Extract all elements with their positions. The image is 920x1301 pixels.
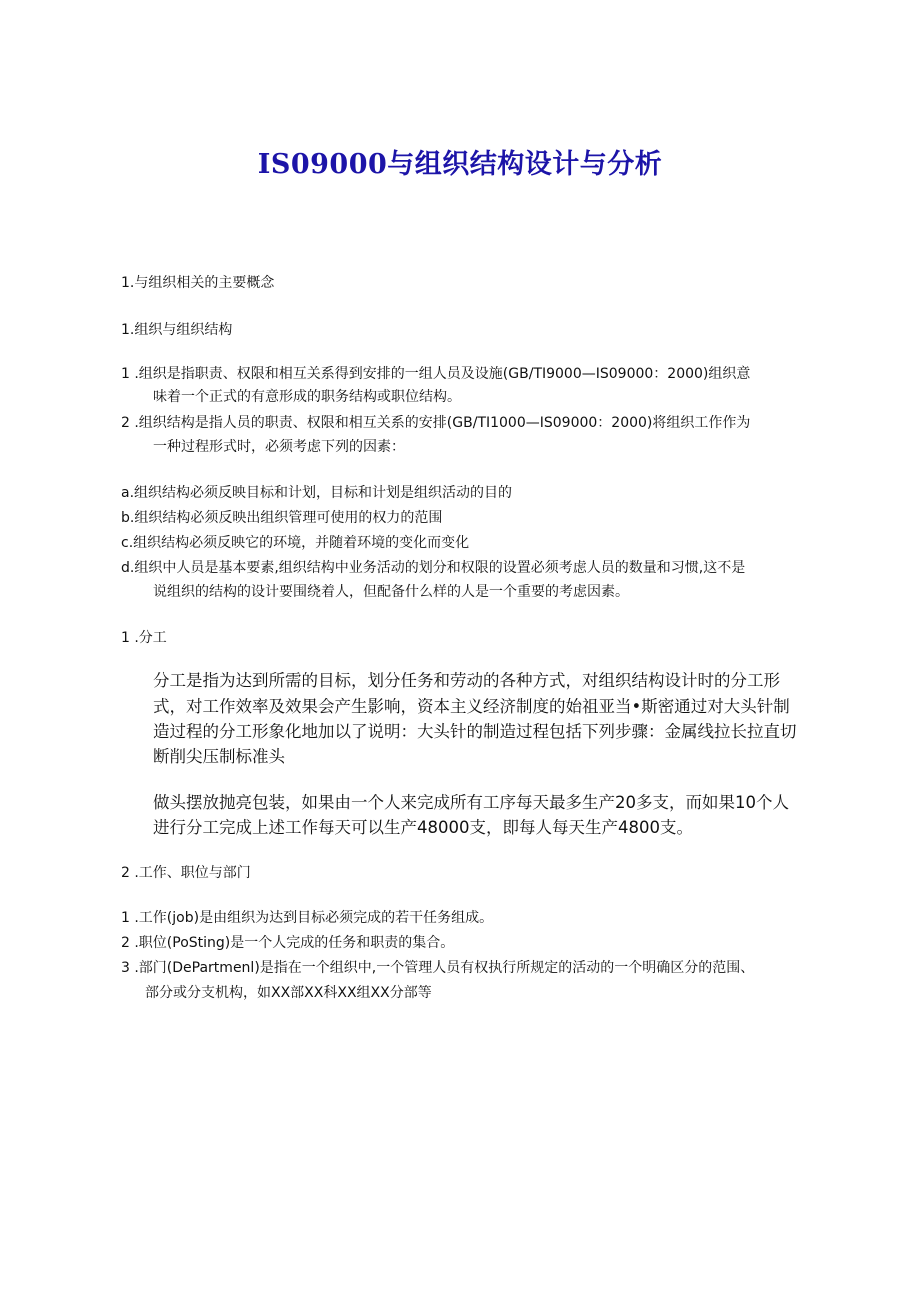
section-heading: 1.与组织相关的主要概念 — [121, 275, 275, 291]
paragraph-line: 味着一个正式的有意形成的职务结构或职位结构。 — [153, 389, 461, 405]
list-item: d.组织中人员是基本要素,组织结构中业务活动的划分和权限的设置必须考虑人员的数量和习惯,这不是 — [121, 560, 746, 576]
paragraph-line: 式，对工作效率及效果会产生影响，资本主义经济制度的始祖亚当•斯密通过对大头针制 — [153, 697, 790, 716]
list-item: 3 .部门(DePartmenl)是指在一个组织中,一个管理人员有权执行所规定的活动的一个明确区分的范围、 — [121, 960, 755, 976]
paragraph-line: 断削尖压制标准头 — [153, 747, 285, 766]
paragraph-line: 一种过程形式时，必须考虑下列的因素： — [153, 439, 405, 455]
list-item: 2 .职位(PoSting)是一个人完成的任务和职责的集合。 — [121, 935, 455, 951]
subsection-heading: 1.组织与组织结构 — [121, 322, 233, 338]
list-item: 1 .工作(job)是由组织为达到目标必须完成的若干任务组成。 — [121, 910, 494, 926]
paragraph-line: 进行分工完成上述工作每天可以生产48000支，即每人每天生产4800支。 — [153, 818, 693, 837]
paragraph-line: 做头摆放抛亮包装，如果由一个人来完成所有工序每天最多生产20多支，而如果10个人 — [153, 793, 789, 812]
paragraph-line: 1 .组织是指职责、权限和相互关系得到安排的一组人员及设施(GB/TI9000—IS09000：2000)组织意 — [121, 366, 751, 382]
list-item: 说组织的结构的设计要围绕着人，但配备什么样的人是一个重要的考虑因素。 — [153, 584, 629, 600]
section-heading: 2 .工作、职位与部门 — [121, 865, 251, 881]
paragraph-line: 2 .组织结构是指人员的职责、权限和相互关系的安排(GB/TI1000—IS09000：2000)将组织工作作为 — [121, 415, 751, 431]
document-title: IS09000与组织结构设计与分析 — [257, 149, 663, 180]
list-item: 部分或分支机构，如XX部XX科XX组XX分部等 — [145, 985, 432, 1001]
list-item: b.组织结构必须反映出组织管理可使用的权力的范围 — [121, 510, 443, 526]
paragraph-line: 造过程的分工形象化地加以了说明：大头针的制造过程包括下列步骤：金属线拉长拉直切 — [153, 722, 797, 741]
section-heading: 1 .分工 — [121, 630, 167, 646]
list-item: a.组织结构必须反映目标和计划，目标和计划是组织活动的目的 — [121, 485, 513, 501]
paragraph-line: 分工是指为达到所需的目标，划分任务和劳动的各种方式，对组织结构设计时的分工形 — [153, 671, 780, 690]
list-item: c.组织结构必须反映它的环境，并随着环境的变化而变化 — [121, 535, 470, 551]
